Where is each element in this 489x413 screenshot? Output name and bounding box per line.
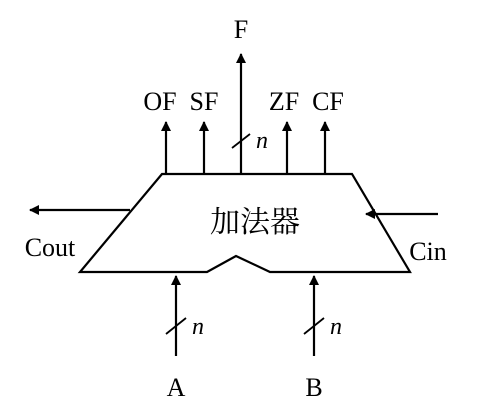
zf-label: ZF: [268, 87, 300, 116]
adder-label: 加法器: [210, 205, 300, 240]
b-label: B: [305, 373, 323, 402]
cf-label: CF: [312, 87, 344, 116]
f-label: F: [233, 15, 249, 44]
cin-label: Cin: [409, 237, 447, 266]
b-bus-width-label: n: [330, 314, 342, 340]
of-label: OF: [143, 87, 177, 116]
sf-label: SF: [189, 87, 219, 116]
a-bus-width-label: n: [192, 314, 204, 340]
cout-label: Cout: [24, 233, 76, 262]
a-label: A: [166, 373, 186, 402]
f-bus-width-label: n: [256, 128, 268, 154]
